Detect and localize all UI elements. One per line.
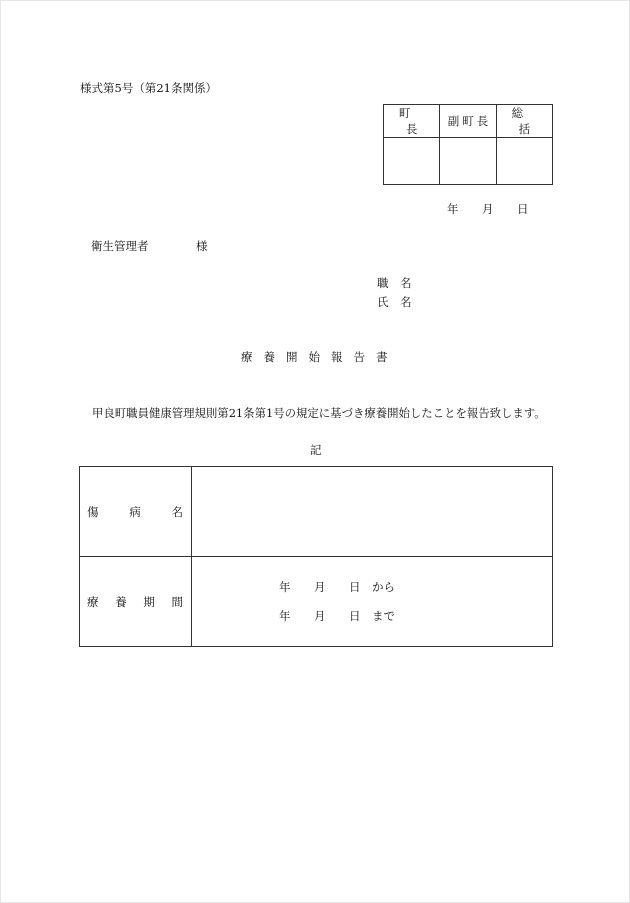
treatment-period-field[interactable] (192, 557, 553, 647)
approval-box-supervisor[interactable] (496, 138, 552, 185)
period-to-day: 日 (349, 609, 361, 623)
period-to-month: 月 (314, 609, 326, 623)
addressee-honorific: 様 (196, 239, 208, 253)
period-to-year: 年 (279, 609, 291, 623)
record-table (79, 466, 553, 647)
approval-header-deputy-mayor: 副町長 (440, 105, 496, 138)
approval-stamp-grid (383, 104, 563, 185)
period-from-day: 日 (349, 580, 361, 594)
approval-header-supervisor: 総 括 (496, 105, 552, 138)
period-to-suffix: まで (372, 609, 395, 623)
form-number: 様式第5号（第21条関係） (80, 81, 217, 95)
period-from-month: 月 (314, 580, 326, 594)
illness-name-label: 傷 病 名 (80, 467, 192, 557)
approval-box-deputy-mayor[interactable] (440, 138, 496, 185)
approval-box-mayor[interactable] (384, 138, 440, 185)
approval-header-mayor: 町 長 (384, 105, 440, 138)
ki-heading: 記 (310, 443, 322, 457)
date-year-label: 年 (447, 202, 459, 216)
addressee-title: 衛生管理者 (91, 239, 149, 253)
date-month-label: 月 (482, 202, 494, 216)
body-text: 甲良町職員健康管理規則第21条第1号の規定に基づき療養開始したことを報告致します。 (92, 406, 546, 420)
sender-name-label: 氏 名 (377, 295, 412, 309)
date-day-label: 日 (517, 202, 529, 216)
illness-name-field[interactable] (192, 467, 553, 557)
treatment-period-label: 療 養 期 間 (80, 557, 192, 647)
sender-post-label: 職 名 (377, 276, 412, 290)
period-from-year: 年 (279, 580, 291, 594)
period-from-suffix: から (372, 580, 395, 594)
document-title: 療養開始報告書 (241, 350, 399, 364)
